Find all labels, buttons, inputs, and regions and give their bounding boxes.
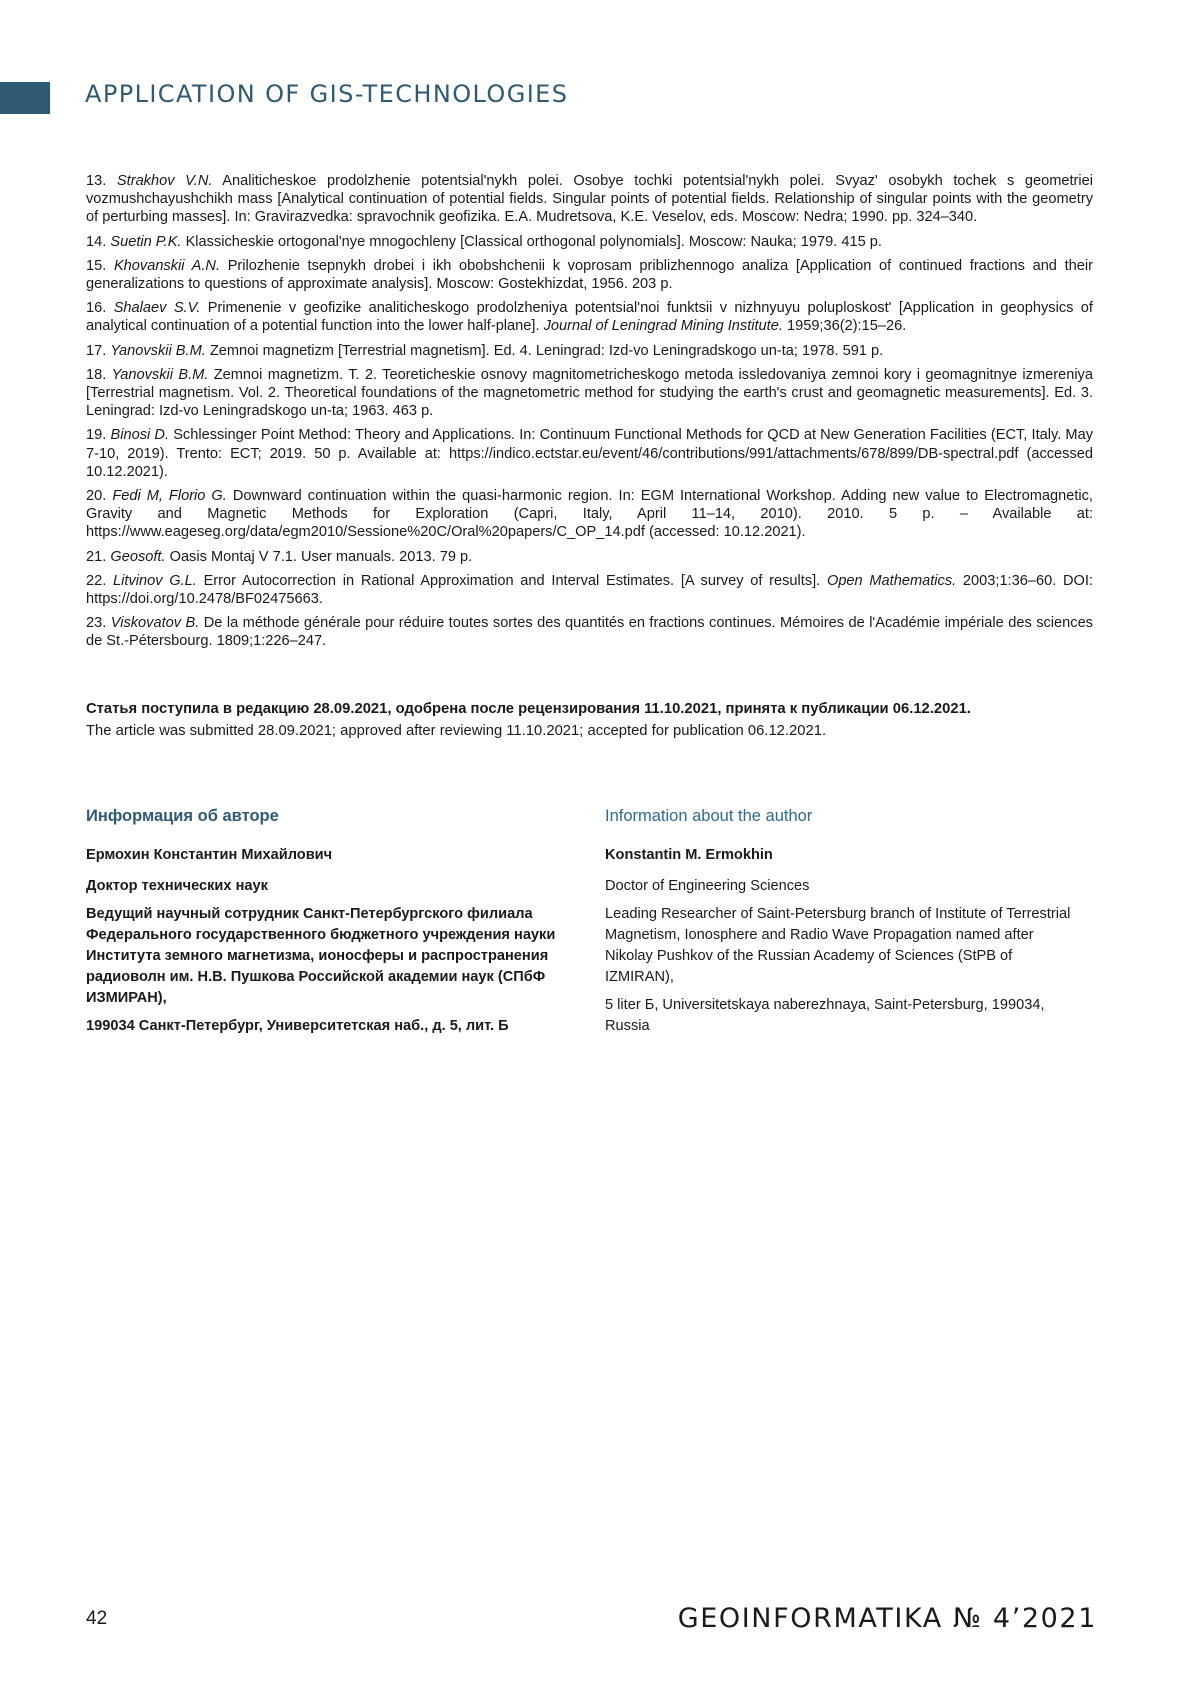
author-name-en: Konstantin M. Ermokhin bbox=[605, 847, 773, 863]
author-info-en bbox=[605, 805, 1085, 1044]
reference-number: 23. bbox=[86, 615, 107, 632]
author-address-ru: 199034 Санкт-Петербург, Университетская наб., д. 5, лит. Б bbox=[86, 1018, 509, 1034]
reference-number: 18. bbox=[86, 366, 107, 383]
reference-item bbox=[86, 426, 1093, 481]
reference-item bbox=[86, 342, 1093, 360]
page-number: 42 bbox=[86, 1608, 108, 1629]
submission-en: The article was submitted 28.09.2021; approved after reviewing 11.10.2021; accepted for publication 06.12.2021. bbox=[86, 723, 827, 739]
author-degree-en: Doctor of Engineering Sciences bbox=[605, 878, 810, 894]
reference-text: Oasis Montaj V 7.1. User manuals. 2013. 79 p. bbox=[169, 548, 473, 565]
submission-ru: Статья поступила в редакцию 28.09.2021, одобрена после рецензирования 11.10.2021, принята к публикации 06.12.2021. bbox=[86, 701, 971, 717]
reference-item bbox=[86, 614, 1093, 650]
reference-item bbox=[86, 299, 1093, 335]
author-heading-ru: Информация об авторе bbox=[86, 807, 279, 825]
reference-item bbox=[86, 257, 1093, 293]
reference-item bbox=[86, 366, 1093, 421]
reference-author: Yanovskii B.M. bbox=[111, 366, 209, 383]
reference-text: Downward continuation within the quasi-harmonic region. In: EGM International Workshop. Adding new value to Electromagnetic, Gravity and Magnetic Methods for Exploration (Capri, Italy, April 11–14, 2010). 2010. 5 p. – Available at: https://www.eageseg.org/data/egm2010/Sessione%20C/Oral%20papers/C_OP_14.pdf (accessed: 10.12.2021). bbox=[86, 488, 1093, 541]
reference-number: 16. bbox=[86, 300, 107, 317]
reference-item bbox=[86, 172, 1093, 227]
author-info-ru bbox=[86, 805, 566, 1044]
reference-text: Schlessinger Point Method: Theory and Applications. In: Continuum Functional Methods for QCD at New Generation Facilities (ECT, Italy. May 7-10, 2019). Trento: ECT; 2019. 50 p. Available at: https://indico.ectstar.eu/event/46/contributions/991/attachments/678/899/DB-spectral.pdf (accessed 10.12.2021). bbox=[86, 427, 1093, 480]
reference-journal: Journal of Leningrad Mining Institute. bbox=[543, 318, 783, 335]
reference-text: Analiticheskoe prodolzhenie potentsial'nykh polei. Osobye tochki potentsial'nykh polei. Svyaz' osobykh tochek s geometriei vozmushchayushchikh mass [Analytical continuation of potential fields. Singular points of potential fields. Relationship of singular points with the geometry of perturbing masses]. In: Gravirazvedka: spravochnik geofizika. E.A. Mudretsova, K.E. Veselov, eds. Moscow: Nedra; 1990. pp. 324–340. bbox=[86, 173, 1093, 226]
reference-text: Error Autocorrection in Rational Approximation and Interval Estimates. [A survey of results]. bbox=[203, 572, 821, 589]
journal-title: GEOINFORMATIKA № 4’2021 bbox=[677, 1603, 1097, 1634]
author-heading-en: Information about the author bbox=[605, 807, 813, 825]
reference-author: Geosoft. bbox=[110, 548, 166, 565]
reference-item bbox=[86, 548, 1093, 566]
reference-number: 20. bbox=[86, 488, 107, 505]
section-color-bar bbox=[0, 82, 50, 114]
reference-author: Fedi M, Florio G. bbox=[112, 488, 227, 505]
reference-text: De la méthode générale pour réduire toutes sortes des quantités en fractions continues. Mémoires de l'Académie impériale des sciences de St.-Pétersbourg. 1809;1:226–247. bbox=[86, 615, 1093, 650]
reference-text: Zemnoi magnetizm. T. 2. Teoreticheskie osnovy magnitometricheskogo metoda issledovaniya zemnoi kory i geomagnitnye izmereniya [Terrestrial magnetism. Vol. 2. Theoretical foundations of the magnetometric method for studying the earth's crust and geomagnetic measurements]. Ed. 3. Leningrad: Izd-vo Leningradskogo un-ta; 1963. 463 p. bbox=[86, 366, 1093, 420]
reference-tail: 2003;1:36–60. DOI: https://doi.org/10.2478/BF02475663. bbox=[86, 572, 1093, 608]
reference-tail: 1959;36(2):15–26. bbox=[786, 318, 907, 335]
reference-journal: Open Mathematics. bbox=[826, 572, 957, 589]
author-position-en: Leading Researcher of Saint-Petersburg branch of Institute of Terrestrial Magnetism, Ionosphere and Radio Wave Propagation named after Nikolay Pushkov of the Russian Academy of Sciences (StPB of IZMIRAN), bbox=[605, 906, 1071, 985]
section-title: APPLICATION OF GIS-TECHNOLOGIES bbox=[85, 80, 569, 108]
reference-number: 14. bbox=[86, 233, 107, 250]
reference-author: Yanovskii B.M. bbox=[110, 342, 206, 359]
reference-text: Zemnoi magnetizm [Terrestrial magnetism]. Ed. 4. Leningrad: Izd-vo Leningradskogo un-ta; 1978. 591 p. bbox=[209, 342, 884, 359]
reference-item bbox=[86, 487, 1093, 542]
reference-list bbox=[86, 172, 1093, 657]
reference-text: Prilozhenie tsepnykh drobei i ikh obobshchenii k voprosam priblizhennogo analiza [Application of continued fractions and their generalizations to questions of approximate analysis]. Moscow: Gostekhizdat, 1956. 203 p. bbox=[86, 257, 1093, 293]
author-degree-ru: Доктор технических наук bbox=[86, 878, 268, 894]
reference-number: 15. bbox=[86, 257, 107, 274]
reference-author: Binosi D. bbox=[110, 427, 169, 444]
reference-number: 17. bbox=[86, 342, 107, 359]
reference-item bbox=[86, 572, 1093, 608]
submission-info bbox=[86, 698, 1093, 742]
author-name-ru: Ермохин Константин Михайлович bbox=[86, 847, 333, 863]
reference-author: Suetin P.K. bbox=[110, 233, 182, 250]
reference-author: Khovanskii A.N. bbox=[113, 257, 221, 274]
reference-text: Primenenie v geofizike analiticheskogo prodolzheniya potentsial'noi funktsii v nizhnyuyu poluploskost' [Application in geophysics of analytical continuation of a potential function into the lower half-plane]. bbox=[86, 300, 1093, 335]
reference-number: 19. bbox=[86, 427, 107, 444]
reference-number: 13. bbox=[86, 173, 107, 189]
author-position-ru: Ведущий научный сотрудник Санкт-Петербургского филиала Федерального государственного бюджетного учреждения науки Института земного магнетизма, ионосферы и распространения радиоволн им. Н.В. Пушкова Российской академии наук (СПбФ ИЗМИРАН), bbox=[86, 906, 556, 1006]
reference-author: Strakhov V.N. bbox=[116, 173, 213, 189]
reference-number: 21. bbox=[86, 548, 107, 565]
reference-author: Viskovatov B. bbox=[110, 615, 200, 632]
reference-item bbox=[86, 233, 1093, 251]
reference-number: 22. bbox=[86, 572, 107, 589]
reference-text: Klassicheskie ortogonal'nye mnogochleny [Classical orthogonal polynomials]. Moscow: Nauka; 1979. 415 p. bbox=[185, 233, 882, 250]
reference-author: Litvinov G.L. bbox=[113, 572, 197, 589]
reference-author: Shalaev S.V. bbox=[113, 300, 201, 317]
author-address-en: 5 liter Б, Universitetskaya naberezhnaya, Saint-Petersburg, 199034, Russia bbox=[605, 997, 1045, 1034]
